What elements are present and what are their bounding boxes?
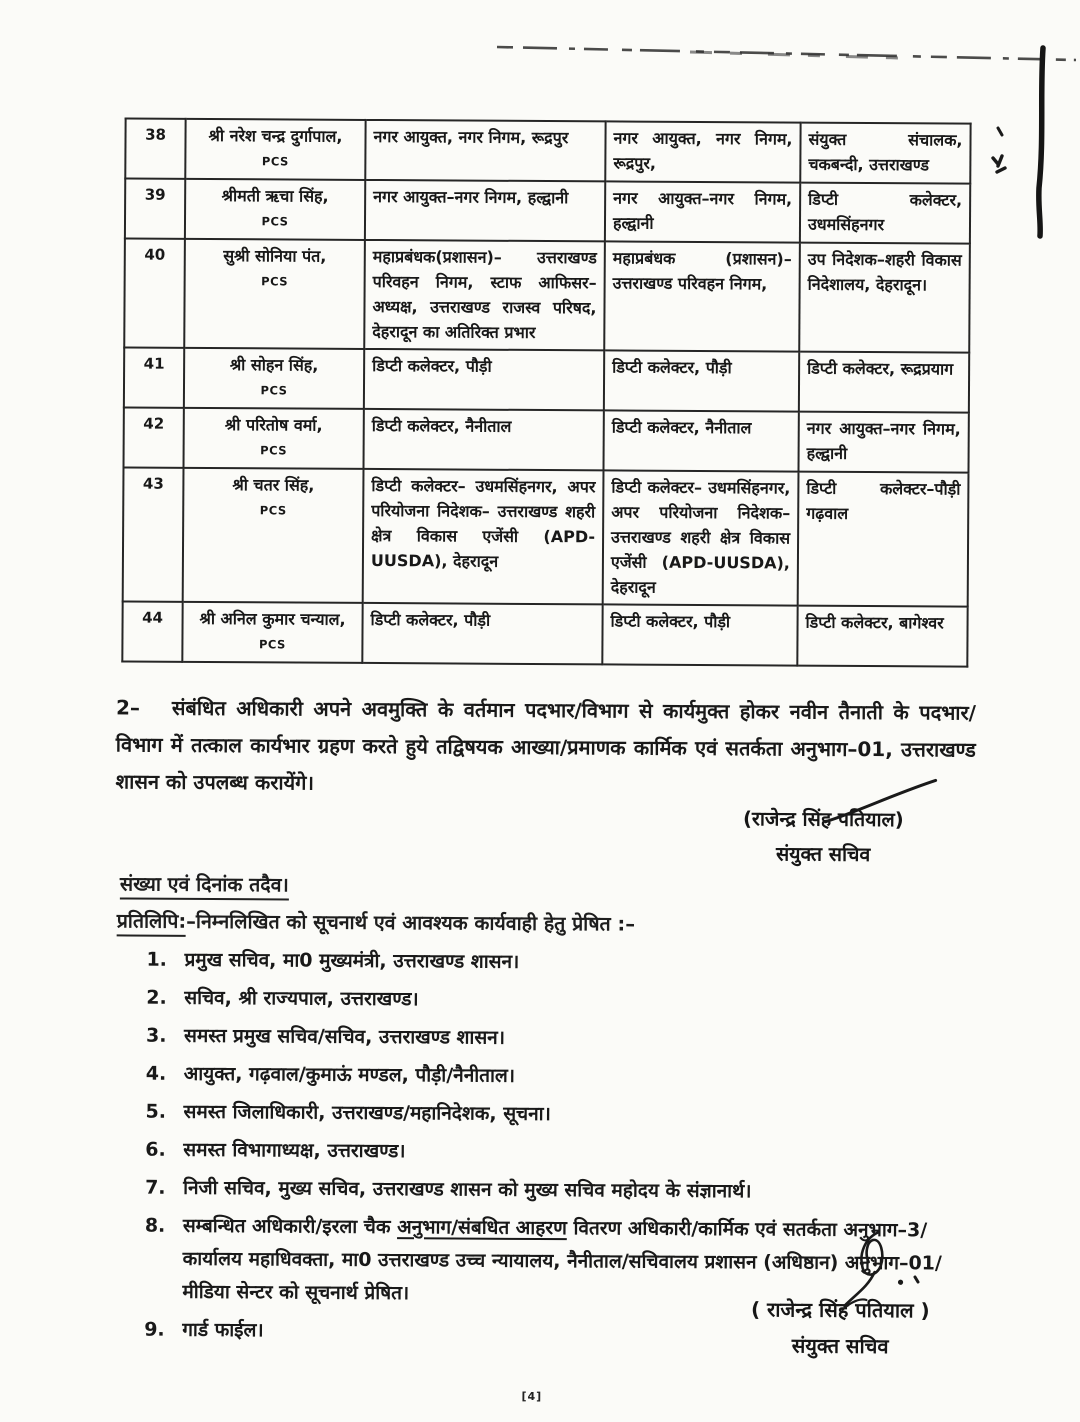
item-text-pre: सम्बन्धित अधिकारी/इरला चैक <box>182 1214 398 1239</box>
signatory-title: संयुक्त सचिव <box>791 1333 889 1359</box>
table-row <box>124 407 969 472</box>
signature-scribble <box>821 776 941 829</box>
page-footer <box>0 1387 1072 1407</box>
officer-cadre: PCS <box>260 443 288 458</box>
cell-posting-1: महाप्रबंधक(प्रशासन)– उत्तराखण्ड परिवहन निगम, स्टाफ आफिसर–अध्यक्ष, उत्तराखण्ड राजस्व परिषद, देहरादून का अतिरिक्त प्रभार <box>364 240 605 350</box>
cell-posting-2: डिप्टी कलेक्टर– उधमसिंहनगर, अपर परियोजना निदेशक– उत्तराखण्ड शहरी क्षेत्र विकास एजेंसी (APD-UUSDA), देहरादून <box>603 470 799 605</box>
officer-cadre: PCS <box>261 274 289 289</box>
item-text: सचिव, श्री राज्यपाल, उत्तराखण्ड। <box>184 986 419 1011</box>
list-item <box>146 944 984 982</box>
cell-posting-2: नगर आयुक्त, नगर निगम, रूद्रपुर, <box>605 121 800 182</box>
list-item <box>146 982 984 1020</box>
officer-name: श्री अनिल कुमार चन्याल, <box>199 608 346 629</box>
item-text: समस्त प्रमुख सचिव/सचिव, उत्तराखण्ड शासन। <box>183 1024 506 1049</box>
table-row <box>125 118 970 183</box>
item-number: 1. <box>146 948 168 971</box>
cell-serial: 39 <box>125 178 185 238</box>
cell-posting-2: नगर आयुक्त–नगर निगम, हल्द्वानी <box>605 181 800 242</box>
number-date-line <box>120 869 289 897</box>
officer-cadre: PCS <box>261 214 289 229</box>
item-number: 5. <box>145 1100 167 1123</box>
cell-officer-name <box>184 348 364 409</box>
cell-serial: 41 <box>124 347 184 407</box>
cell-serial: 42 <box>124 407 184 467</box>
cell-new-posting: उप निदेशक–शहरी विकास निदेशालय, देहरादून। <box>799 243 970 353</box>
cell-posting-1: नगर आयुक्त–नगर निगम, हल्द्वानी <box>365 180 605 241</box>
officer-name: श्री नरेश चन्द्र दुर्गापाल, <box>208 125 343 146</box>
item-number: 3. <box>145 1024 167 1047</box>
list-item <box>145 1134 983 1172</box>
officer-cadre: PCS <box>258 637 286 652</box>
list-item <box>146 1020 984 1058</box>
cell-serial: 38 <box>125 118 185 178</box>
officer-name: सुश्री सोनिया पंत, <box>223 246 327 266</box>
cell-new-posting: डिप्टी कलेक्टर, रूद्रप्रयाग <box>799 352 969 413</box>
list-item <box>145 1172 983 1210</box>
cell-serial: 40 <box>124 238 185 347</box>
item-number: 9. <box>144 1318 165 1341</box>
cell-serial: 43 <box>123 467 184 601</box>
item-number: 2. <box>146 986 167 1009</box>
cell-posting-2: महाप्रबंधक (प्रशासन)– उत्तराखण्ड परिवहन निगम, <box>604 241 800 351</box>
table-row <box>124 238 970 352</box>
table-row <box>123 467 969 606</box>
item-number: 6. <box>145 1138 166 1161</box>
officer-name: श्री सोहन सिंह, <box>229 355 319 375</box>
signatory-name: (राजेन्द्र सिंह पतियाल) <box>742 807 904 832</box>
cell-posting-1: नगर आयुक्त, नगर निगम, रूद्रपुर <box>365 120 605 181</box>
item-text: आयुक्त, गढ़वाल/कुमाऊं मण्डल, पौड़ी/नैनीताल। <box>183 1062 516 1087</box>
officer-name: श्री चतर सिंह, <box>232 475 315 495</box>
officer-name: श्री परितोष वर्मा, <box>224 415 323 435</box>
signature-block-top <box>663 801 983 873</box>
copy-lead: प्रतिलिपि: <box>117 909 187 936</box>
item-number: 7. <box>145 1176 166 1199</box>
item-text: गार्ड फाईल। <box>182 1318 264 1342</box>
cell-new-posting: डिप्टी कलेक्टर, बागेश्वर <box>797 606 967 667</box>
cell-officer-name <box>183 468 364 603</box>
cell-posting-1: डिप्टी कलेक्टर– उधमसिंहनगर, अपर परियोजना निदेशक– उत्तराखण्ड शहरी क्षेत्र विकास एजेंसी (APD-UUSDA), देहरादून <box>363 469 604 604</box>
signatory-name: ( राजेन्द्र सिंह पतियाल ) <box>750 1297 930 1323</box>
paragraph-number: 2– <box>115 695 141 720</box>
list-item <box>145 1096 983 1134</box>
cell-posting-2: डिप्टी कलेक्टर, पौड़ी <box>604 350 799 411</box>
cell-officer-name <box>185 119 365 180</box>
item-number: 4. <box>145 1062 167 1085</box>
officer-cadre: PCS <box>259 503 287 518</box>
signature-block-bottom <box>680 1291 1000 1365</box>
cell-new-posting: डिप्टी कलेक्टर, उधमसिंहनगर <box>800 183 970 244</box>
cell-new-posting: संयुक्त संचालक, चकबन्दी, उत्तराखण्ड <box>800 123 970 184</box>
officer-cadre: PCS <box>261 154 289 169</box>
cell-officer-name <box>182 602 362 663</box>
item-text-underlined: अनुभाग/संबधित आहरण <box>397 1216 567 1240</box>
table-row <box>125 178 970 243</box>
list-item <box>146 1058 984 1096</box>
cell-officer-name <box>185 179 365 240</box>
cell-posting-2: डिप्टी कलेक्टर, नैनीताल <box>603 410 798 471</box>
cell-new-posting: डिप्टी कलेक्टर–पौड़ी गढ़वाल <box>798 472 969 607</box>
officer-transfer-table <box>121 117 971 667</box>
cell-new-posting: नगर आयुक्त–नगर निगम, हल्द्वानी <box>798 412 968 473</box>
item-text: निजी सचिव, मुख्य सचिव, उत्तराखण्ड शासन को मुख्य सचिव महोदय के संज्ञानार्थ। <box>183 1176 752 1203</box>
number-date-text: संख्या एवं दिनांक तदैव। <box>120 872 289 900</box>
item-number: 8. <box>144 1214 166 1237</box>
item-text: समस्त विभागाध्यक्ष, उत्तराखण्ड। <box>183 1138 406 1163</box>
cell-posting-1: डिप्टी कलेक्टर, पौड़ी <box>362 603 602 664</box>
officer-name: श्रीमती ऋचा सिंह, <box>221 186 329 206</box>
item-text-post: वितरण अधिकारी/कार्मिक एवं सतर्कता अनुभाग–3/कार्यालय महाधिवक्ता, मा0 उत्तराखण्ड उच्च न्यायालय, नैनीताल/सचिवालय प्रशासन (अधिष्ठान) अनुभाग–01/मीडिया सेन्टर को सूचनार्थ प्रेषित। <box>182 1217 942 1305</box>
page-number: [4] <box>521 1389 543 1404</box>
table-row <box>122 601 967 666</box>
item-text: समस्त जिलाधिकारी, उत्तराखण्ड/महानिदेशक, सूचना। <box>183 1100 551 1126</box>
cell-serial: 44 <box>122 601 182 661</box>
cell-posting-1: डिप्टी कलेक्टर, पौड़ी <box>364 349 604 410</box>
cell-posting-1: डिप्टी कलेक्टर, नैनीताल <box>363 409 603 470</box>
table-row <box>124 347 969 412</box>
item-text: प्रमुख सचिव, मा0 मुख्यमंत्री, उत्तराखण्ड शासन। <box>184 948 520 973</box>
copy-to-line <box>117 906 635 936</box>
signatory-title: संयुक्त सचिव <box>775 842 871 867</box>
paragraph-text: संबंधित अधिकारी अपने अवमुक्ति के वर्तमान पदभार/विभाग से कार्यमुक्त होकर नवीन तैनाती के पदभार/विभाग में तत्काल कार्यभार ग्रहण करते हुये तद्विषयक आख्या/प्रमाणक कार्मिक एवं सतर्कता अनुभाग–01, उत्तराखण्ड शासन को उपलब्ध करायेंगे। <box>115 695 977 795</box>
cell-officer-name <box>184 408 364 469</box>
signature-scribble <box>832 1226 913 1318</box>
cell-posting-2: डिप्टी कलेक्टर, पौड़ी <box>602 604 797 665</box>
copy-rest: –निम्नलिखित को सूचनार्थ एवं आवश्यक कार्यवाही हेतु प्रेषित :– <box>186 909 636 936</box>
officer-cadre: PCS <box>260 383 288 398</box>
cell-officer-name <box>184 239 365 349</box>
